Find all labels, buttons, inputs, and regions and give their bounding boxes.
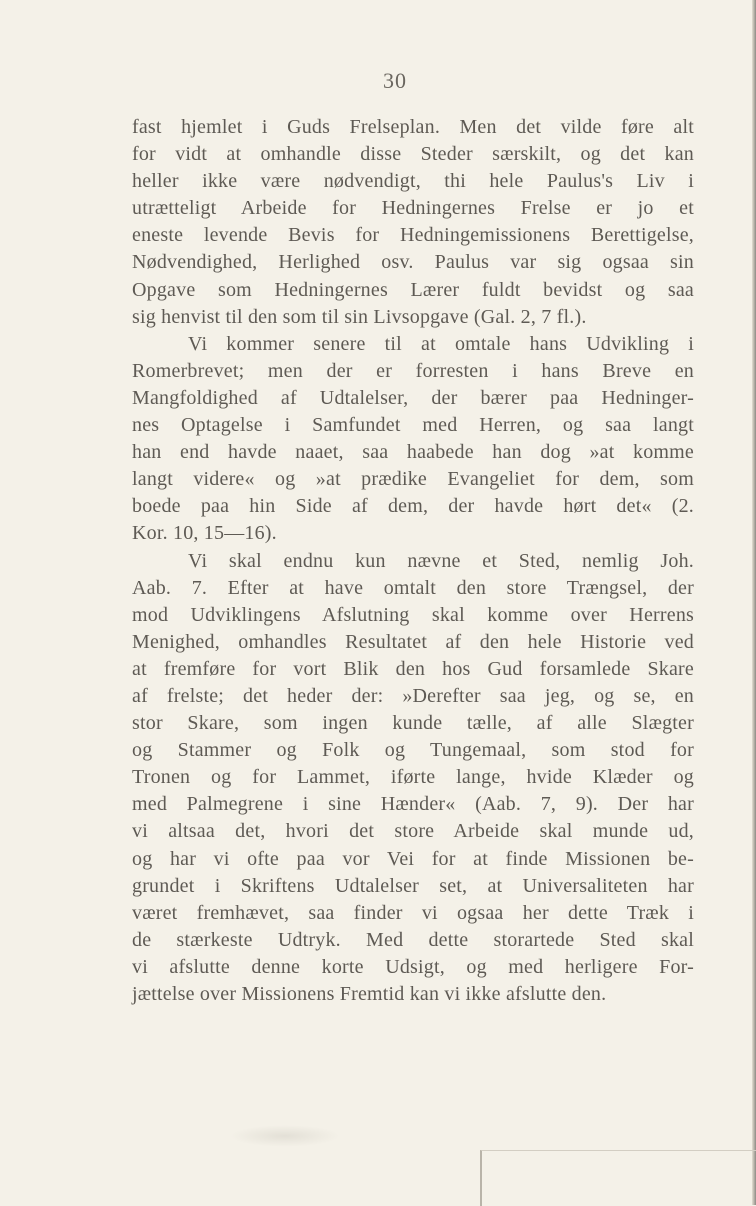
text-line: nes Optagelse i Samfundet med Herren, og saa langt <box>132 414 694 437</box>
text-line: mod Udviklingens Afslutning skal komme over Herrens <box>132 603 694 626</box>
text-line: været fremhævet, saa finder vi ogsaa her dette Træk i <box>132 901 694 924</box>
text-line: Opgave som Hedningernes Lærer fuldt bevidst og saa <box>132 278 694 301</box>
text-line: Tronen og for Lammet, iførte lange, hvide Klæder og <box>132 766 694 789</box>
text-line: for vidt at omhandle disse Steder særskilt, og det kan <box>132 143 694 166</box>
text-line: de stærkeste Udtryk. Med dette storartede Sted skal <box>132 928 694 951</box>
text-line: eneste levende Bevis for Hedningemissionens Berettigelse, <box>132 224 694 247</box>
text-line: Mangfoldighed af Udtalelser, der bærer paa Hedninger- <box>132 386 694 409</box>
text-line: langt videre« og »at prædike Evangeliet for dem, som <box>132 468 694 491</box>
text-line: grundet i Skriftens Udtalelser set, at Universaliteten har <box>132 874 694 897</box>
text-line: og Stammer og Folk og Tungemaal, som stod for <box>132 739 694 762</box>
paper-stain <box>230 1125 340 1147</box>
text-line: med Palmegrene i sine Hænder« (Aab. 7, 9). Der har <box>132 793 694 816</box>
text-line: og har vi ofte paa vor Vei for at finde Missionen be- <box>132 847 694 870</box>
page-number: 30 <box>383 68 407 93</box>
text-line: Romerbrevet; men der er forresten i hans Breve en <box>132 359 694 382</box>
text-line: vi afslutte denne korte Udsigt, og med herligere For- <box>132 955 694 978</box>
text-line: at fremføre for vort Blik den hos Gud forsamlede Skare <box>132 657 694 680</box>
text-line: sig henvist til den som til sin Livsopgave (Gal. 2, 7 fl.). <box>132 305 587 328</box>
page-edge <box>752 0 756 1205</box>
text-line: han end havde naaet, saa haabede han dog »at komme <box>132 441 694 464</box>
text-line: jættelse over Missionens Fremtid kan vi ikke afslutte den. <box>132 983 607 1005</box>
scan-corner-mark <box>480 1150 756 1206</box>
text-line: af frelste; det heder der: »Derefter saa jeg, og se, en <box>132 684 694 707</box>
text-line: Nødvendighed, Herlighed osv. Paulus var sig ogsaa sin <box>132 251 694 274</box>
text-line: fast hjemlet i Guds Frelseplan. Men det vilde føre alt <box>132 116 694 138</box>
text-line: boede paa hin Side af dem, der havde hørt det« (2. <box>132 495 694 518</box>
text-line: Vi skal endnu kun nævne et Sted, nemlig Joh. <box>188 549 694 572</box>
text-line: Vi kommer senere til at omtale hans Udvikling i <box>188 332 694 355</box>
text-line: heller ikke være nødvendigt, thi hele Paulus's Liv i <box>132 170 694 193</box>
body-text <box>132 114 694 1008</box>
text-line: utrætteligt Arbeide for Hedningernes Frelse er jo et <box>132 197 694 220</box>
text-line: stor Skare, som ingen kunde tælle, af alle Slægter <box>132 712 694 735</box>
text-line: Kor. 10, 15—16). <box>132 522 277 545</box>
text-line: Menighed, omhandles Resultatet af den hele Historie ved <box>132 630 694 653</box>
text-line: Aab. 7. Efter at have omtalt den store Trængsel, der <box>132 576 694 599</box>
text-line: vi altsaa det, hvori det store Arbeide skal munde ud, <box>132 820 694 843</box>
